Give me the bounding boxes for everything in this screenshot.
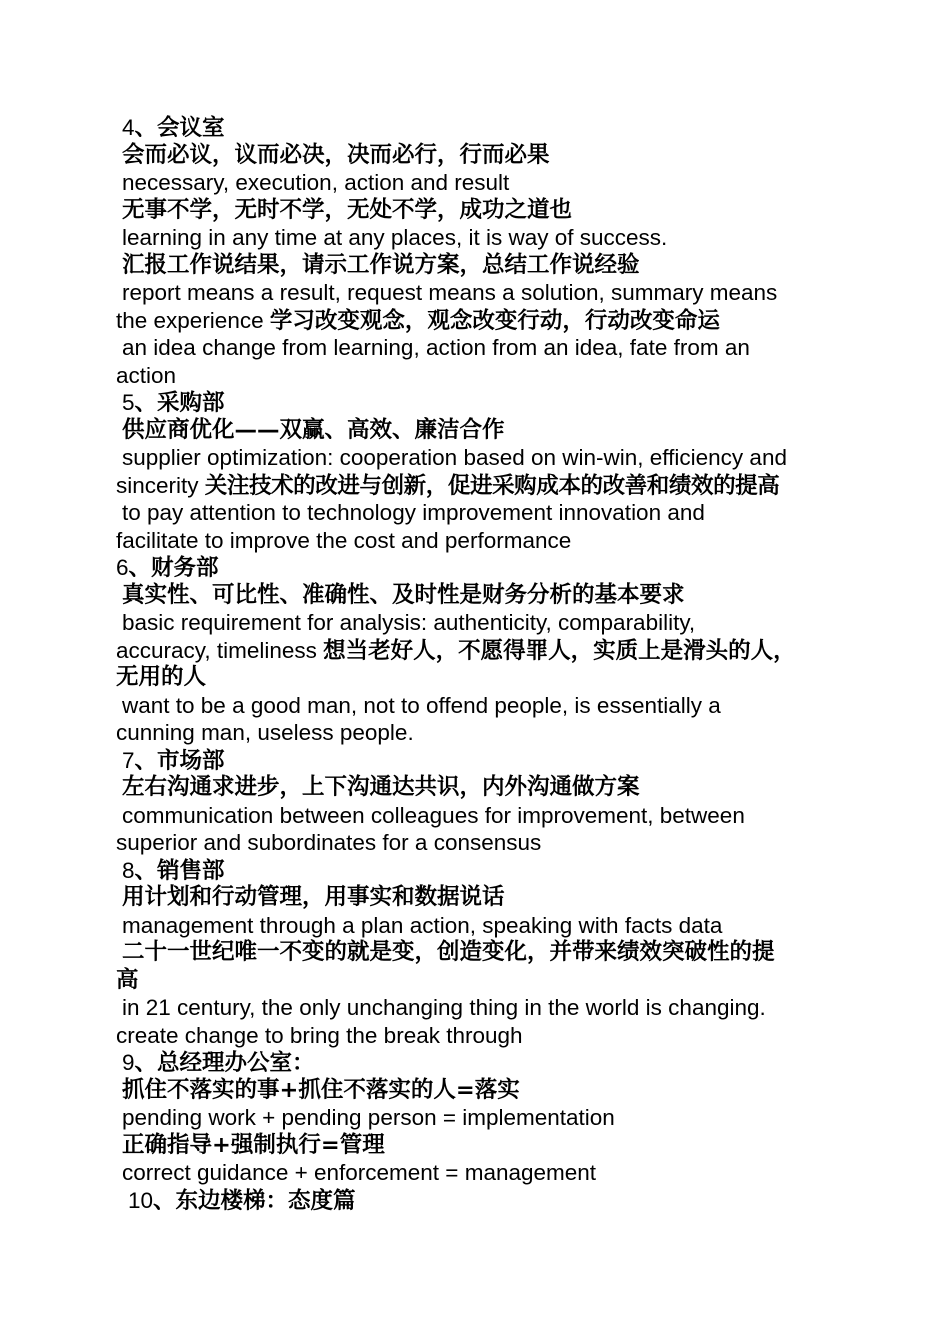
- section-number: 7: [122, 747, 135, 773]
- english-continuation: sincerity: [116, 472, 205, 498]
- section-title: 、东边楼梯：态度篇: [153, 1187, 356, 1214]
- english-translation: learning in any time at any places, it is way of success.: [122, 225, 668, 250]
- section-title: 、销售部: [134, 857, 225, 884]
- mixed-line: [116, 472, 836, 500]
- section-heading: [116, 747, 836, 775]
- english-continuation: accuracy, timeliness: [116, 637, 324, 663]
- chinese-motto: 抓住不落实的事+抓住不落实的人=落实: [122, 1076, 520, 1103]
- chinese-motto: 二十一世纪唯一不变的就是变，创造变化，并带来绩效突破性的提: [122, 939, 775, 965]
- section-number: 6: [116, 555, 129, 580]
- section-number: 8: [122, 857, 135, 883]
- chinese-motto: 会而必议，议而必决，决而必行，行而必果: [122, 141, 550, 168]
- chinese-continuation: 无用的人: [116, 664, 207, 690]
- section-heading: [116, 114, 836, 142]
- english-translation: necessary, execution, action and result: [122, 170, 510, 195]
- section-heading: [116, 857, 836, 885]
- chinese-motto: 用计划和行动管理，用事实和数据说话: [122, 884, 505, 910]
- chinese-continuation: 高: [116, 966, 139, 993]
- english-translation: correct guidance + enforcement = management: [122, 1160, 597, 1185]
- english-translation: pending work + pending person = implementation: [122, 1105, 615, 1130]
- english-continuation: the experience: [116, 307, 270, 333]
- english-continuation: superior and subordinates for a consensus: [116, 830, 542, 855]
- section-title: 、财务部: [128, 555, 219, 581]
- english-translation: communication between colleagues for improvement, between: [122, 802, 745, 828]
- mixed-line: [116, 637, 836, 665]
- english-translation: want to be a good man, not to offend people, is essentially a: [122, 692, 721, 718]
- section-title: 、采购部: [134, 390, 225, 416]
- section-title: 、会议室: [134, 115, 225, 141]
- chinese-motto: 真实性、可比性、准确性、及时性是财务分析的基本要求: [122, 581, 685, 608]
- mixed-line: [116, 307, 836, 335]
- section-title: 、总经理办公室：: [134, 1050, 315, 1076]
- section-heading: [116, 389, 836, 417]
- english-continuation: action: [116, 362, 177, 388]
- chinese-motto: 正确指导+强制执行=管理: [122, 1131, 385, 1158]
- section-heading: [116, 1187, 836, 1215]
- section-number: 5: [122, 390, 135, 415]
- english-translation: an idea change from learning, action from an idea, fate from an: [122, 335, 750, 360]
- chinese-motto: 供应商优化——双赢、高效、廉洁合作: [122, 416, 505, 443]
- chinese-motto: 学习改变观念，观念改变行动，行动改变命运: [269, 307, 720, 334]
- english-translation: in 21 century, the only unchanging thing in the world is changing.: [122, 995, 766, 1020]
- document-page: [116, 114, 836, 1214]
- section-heading: [116, 1049, 836, 1077]
- section-heading: [116, 554, 836, 582]
- section-title: 、市场部: [134, 747, 225, 774]
- section-number: 10: [128, 1187, 154, 1213]
- english-translation: basic requirement for analysis: authenticity, comparability,: [122, 610, 696, 635]
- chinese-motto: 无事不学，无时不学，无处不学，成功之道也: [122, 196, 573, 223]
- chinese-motto: 汇报工作说结果，请示工作说方案，总结工作说经验: [122, 251, 640, 278]
- english-continuation: cunning man, useless people.: [116, 720, 414, 745]
- chinese-motto: 左右沟通求进步，上下沟通达共识，内外沟通做方案: [122, 774, 640, 800]
- section-number: 9: [122, 1050, 135, 1075]
- english-continuation: facilitate to improve the cost and performance: [116, 527, 572, 553]
- english-translation: report means a result, request means a solution, summary means: [122, 280, 778, 305]
- english-translation: management through a plan action, speaking with facts data: [122, 912, 723, 938]
- english-translation: to pay attention to technology improvement innovation and: [122, 500, 705, 525]
- chinese-motto: 想当老好人，不愿得罪人，实质上是滑头的人，: [323, 637, 796, 664]
- section-number: 4: [122, 115, 135, 140]
- chinese-motto: 关注技术的改进与创新，促进采购成本的改善和绩效的提高: [204, 472, 780, 499]
- english-continuation: create change to bring the break through: [116, 1022, 523, 1048]
- english-translation: supplier optimization: cooperation based on win-win, efficiency and: [122, 445, 787, 470]
